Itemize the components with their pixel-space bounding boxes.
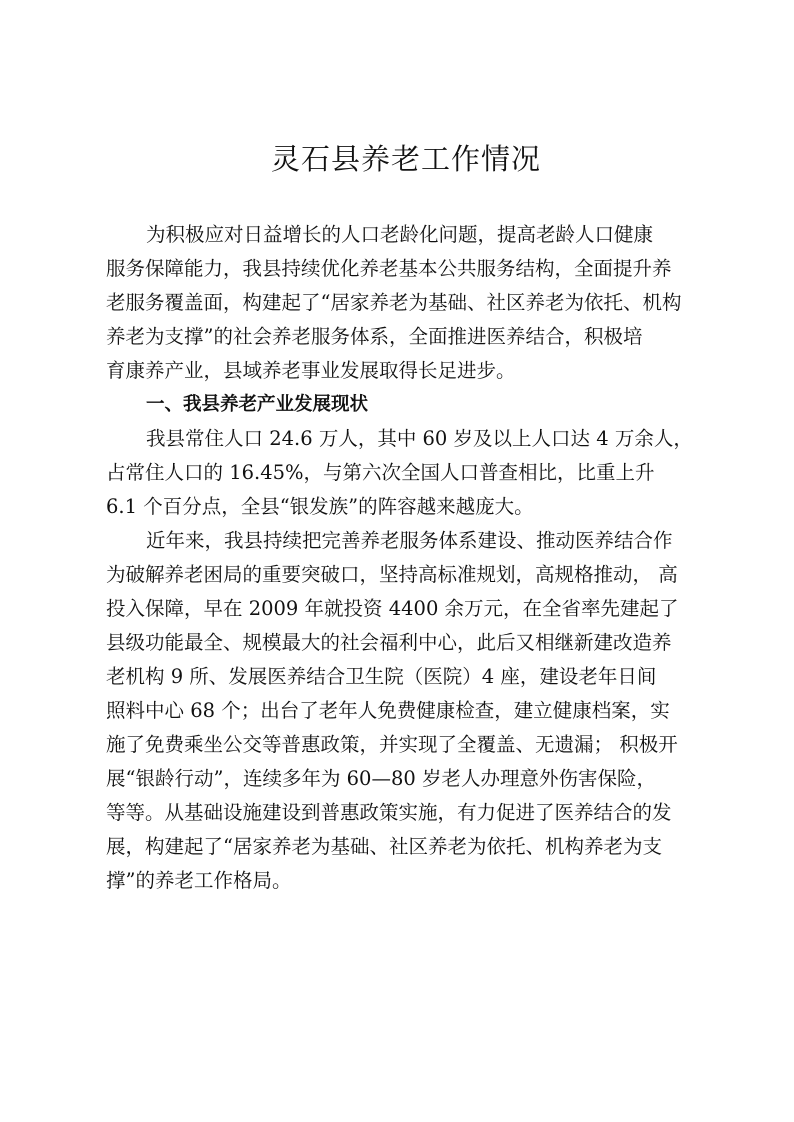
paragraph-1-line-1: 为积极应对日益增长的人口老龄化问题，提高老龄人口健康 xyxy=(146,223,654,246)
paragraph-3-line-9: 等等。从基础设施建设到普惠政策实施，有力促进了医养结合的发 xyxy=(106,801,672,824)
paragraph-3-line-2: 为破解养老困局的重要突破口，坚持高标准规划，高规格推动， 高 xyxy=(106,563,678,586)
paragraph-3-line-10: 展，构建起了“居家养老为基础、社区养老为依托、机构养老为支 xyxy=(106,835,662,858)
document-page xyxy=(106,0,706,1122)
paragraph-1-line-4: 养老为支撑”的社会养老服务体系，全面推进医养结合，积极培 xyxy=(106,325,643,348)
paragraph-3-line-1: 近年来，我县持续把完善养老服务体系建设、推动医养结合作 xyxy=(146,529,673,552)
section-heading-1: 一、我县养老产业发展现状 xyxy=(146,394,369,415)
document-title: 灵石县养老工作情况 xyxy=(270,142,541,176)
paragraph-3-line-3: 投入保障，早在 2009 年就投资 4400 余万元，在全省率先建起了 xyxy=(106,597,679,620)
paragraph-3-line-8: 展“银龄行动”，连续多年为 60—80 岁老人办理意外伤害保险， xyxy=(106,767,656,790)
paragraph-1-line-3: 老服务覆盖面，构建起了“居家养老为基础、社区养老为依托、机构 xyxy=(106,291,682,314)
paragraph-1-line-5: 育康养产业，县域养老事业发展取得长足进步。 xyxy=(106,359,516,382)
paragraph-3-line-4: 县级功能最全、规模最大的社会福利中心，此后又相继新建改造养 xyxy=(106,631,672,654)
paragraph-2-line-3: 6.1 个百分点，全县“银发族”的阵容越来越庞大。 xyxy=(106,495,534,518)
paragraph-3-line-11: 撑”的养老工作格局。 xyxy=(106,869,292,892)
paragraph-3-line-5: 老机构 9 所、发展医养结合卫生院（医院）4 座，建设老年日间 xyxy=(106,665,657,688)
paragraph-3-line-7: 施了免费乘坐公交等普惠政策，并实现了全覆盖、无遗漏； 积极开 xyxy=(106,733,678,756)
paragraph-1-line-2: 服务保障能力，我县持续优化养老基本公共服务结构，全面提升养 xyxy=(106,257,672,280)
paragraph-3-line-6: 照料中心 68 个；出台了老年人免费健康检查，建立健康档案，实 xyxy=(106,699,670,722)
paragraph-2-line-1: 我县常住人口 24.6 万人，其中 60 岁及以上人口达 4 万余人， xyxy=(146,427,693,450)
paragraph-2-line-2: 占常住人口的 16.45%，与第六次全国人口普查相比，比重上升 xyxy=(106,461,655,484)
document-body xyxy=(106,218,706,898)
